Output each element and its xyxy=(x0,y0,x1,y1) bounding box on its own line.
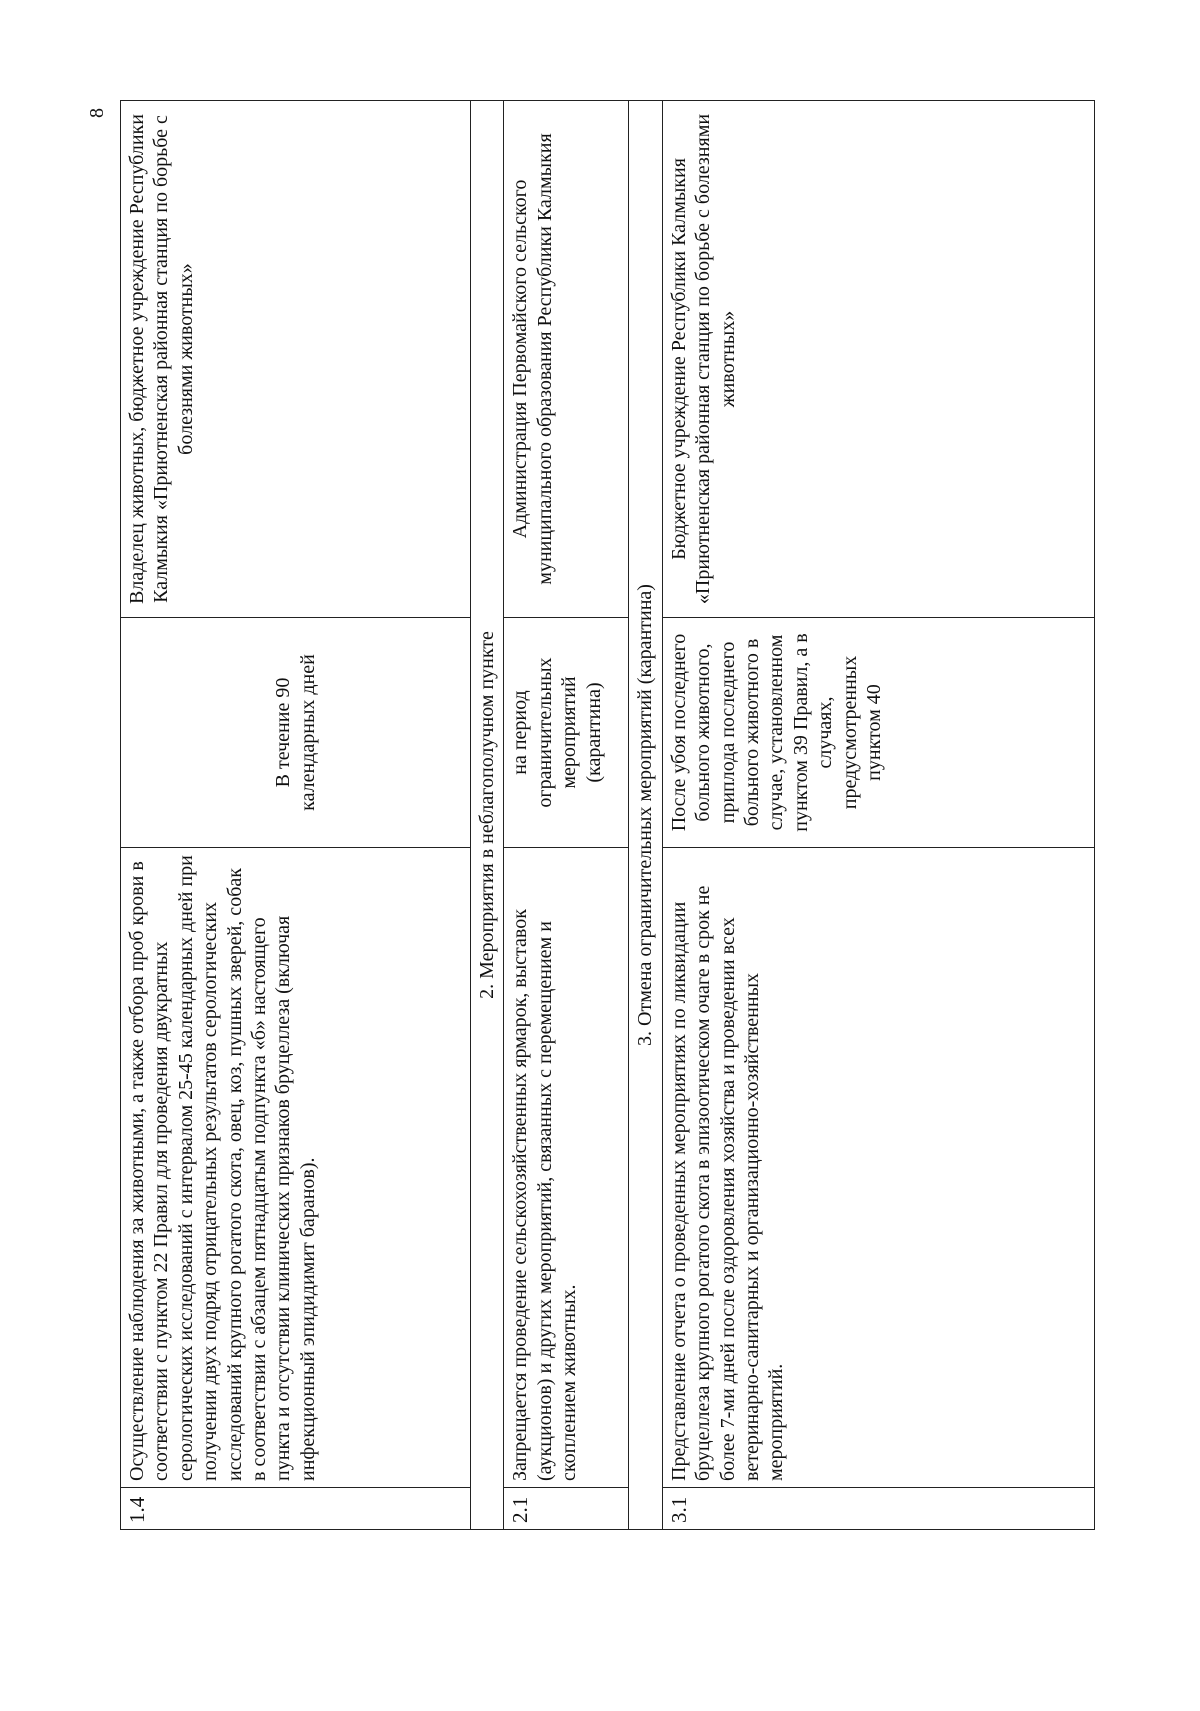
measure-text: Запрещается проведение сельскохозяйственных ярмарок, выставок (аукционов) и других мероприятий, связанных с перемещением и скоплением животных. xyxy=(504,848,629,1488)
section-heading: 2. Мероприятия в неблагополучном пункте xyxy=(471,101,504,1530)
term-cell: на период ограничительных мероприятий (карантина) xyxy=(504,618,629,848)
responsible-cell: Владелец животных, бюджетное учреждение Республики Калмыкия «Приютненская районная станция по борьбе с болезнями животных» xyxy=(121,101,471,618)
rotated-page xyxy=(86,100,1095,1530)
measure-text: Осуществление наблюдения за животными, а также отбора проб крови в соответствии с пунктом 22 Правил для проведения двукратных серологических исследований с интервалом 25-45 календарных дней при получении двух подряд отрицательных результатов серологических исследований крупного рогатого скота, овец, коз, пушных зверей, собак в соответствии с абзацем пятнадцатым подпункта «б» настоящего пункта и отсутствии клинических признаков бруцеллеза (включая инфекционный эпидидимит баранов). xyxy=(121,848,471,1488)
measures-table xyxy=(120,100,1095,1530)
row-number: 3.1 xyxy=(662,1488,1094,1530)
responsible-cell: Администрация Первомайского сельского муниципального образования Республики Калмыкия xyxy=(504,101,629,618)
responsible-cell: Бюджетное учреждение Республики Калмыкия «Приютненская районная станция по борьбе с болезнями животных» xyxy=(662,101,1094,618)
table-row xyxy=(504,101,629,1530)
page-number: 8 xyxy=(86,108,108,118)
measure-text: Представление отчета о проведенных мероприятиях по ликвидации бруцеллеза крупного рогатого скота в эпизоотическом очаге в срок не более 7-ми дней после оздоровления хозяйства и проведении всех ветеринарно-санитарных и организационно-хозяйственных мероприятий. xyxy=(662,848,1094,1488)
row-number: 1.4 xyxy=(121,1488,471,1530)
section-heading: 3. Отмена ограничительных мероприятий (карантина) xyxy=(629,101,662,1530)
term-cell: После убоя последнего больного животного, приплода последнего больного животного в случае, установленном пунктом 39 Правил, а в случаях, предусмотренных пунктом 40 xyxy=(662,618,1094,848)
section-row xyxy=(471,101,504,1530)
section-row xyxy=(629,101,662,1530)
term-cell: В течение 90 календарных дней xyxy=(121,618,471,848)
table-row xyxy=(662,101,1094,1530)
row-number: 2.1 xyxy=(504,1488,629,1530)
table-row xyxy=(121,101,471,1530)
